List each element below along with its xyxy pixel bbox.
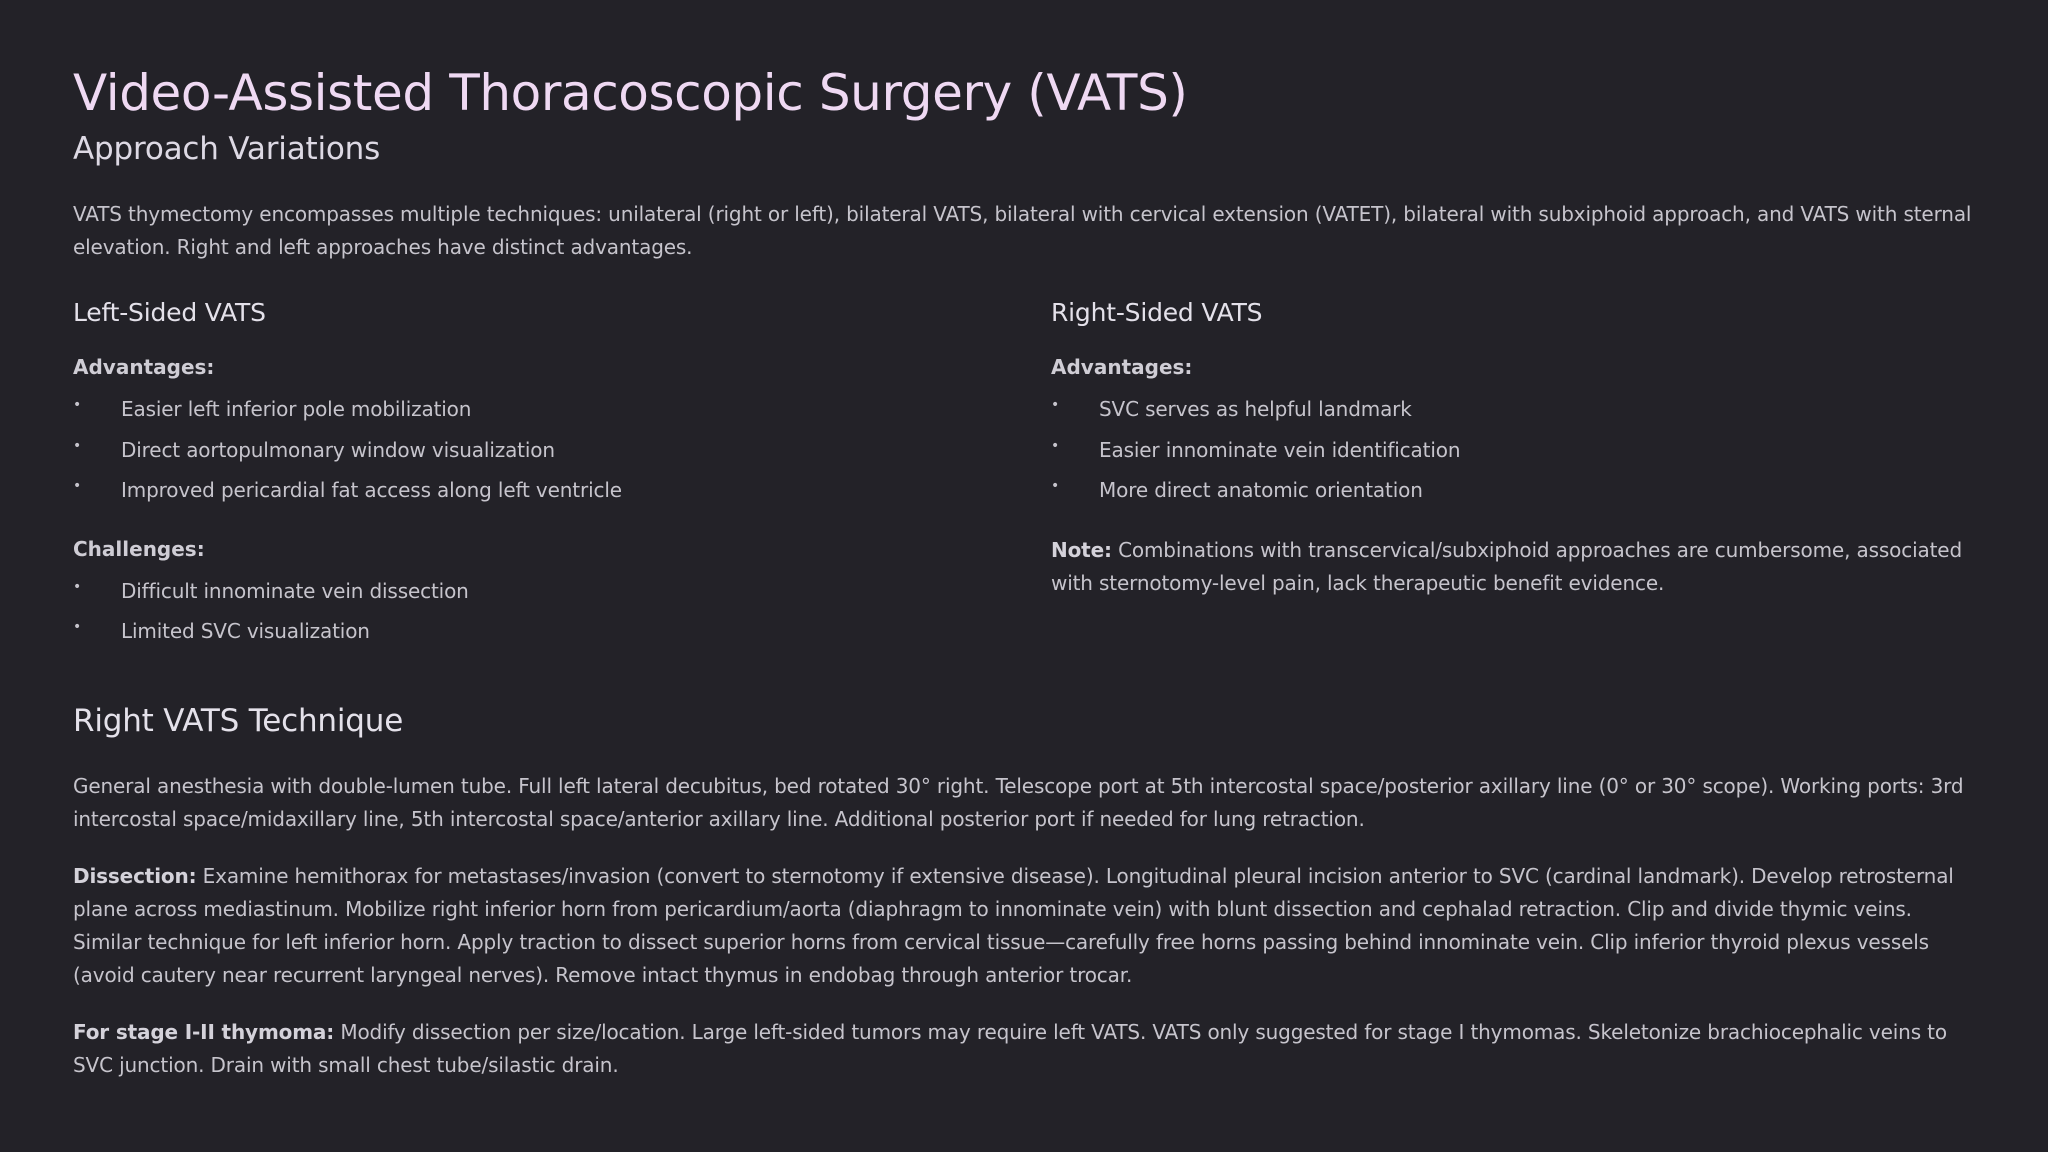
- right-sided-column: [1051, 295, 1971, 600]
- left-challenges-list: [73, 576, 1033, 657]
- bullet-icon: •: [1051, 397, 1060, 413]
- bullet-icon: •: [73, 437, 82, 454]
- right-advantages-list: [1051, 394, 1971, 516]
- bullet-icon: •: [1051, 437, 1060, 454]
- left-advantages-list: [73, 394, 1033, 516]
- right-advantages-label: Advantages:: [1051, 355, 1193, 379]
- technique-setup-paragraph: General anesthesia with double-lumen tube. Full left lateral decubitus, bed rotated 30° right. Telescope port at 5th intercostal space/posterior axillary line (0° or 30° scope). Working ports: 3rd intercostal space/midaxillary line, 5th intercostal space/anterior axillary line. Additional posterior port if needed for lung retraction.: [73, 774, 1964, 831]
- list-item: [1051, 394, 1971, 435]
- page-subtitle: Approach Variations: [73, 131, 381, 167]
- bullet-icon: •: [73, 478, 82, 494]
- list-item-text: SVC serves as helpful landmark: [1099, 397, 1412, 421]
- dissection-label: Dissection:: [73, 864, 197, 888]
- list-item-text: Easier innominate vein identification: [1099, 437, 1461, 462]
- dissection-text: Examine hemithorax for metastases/invasion (convert to sternotomy if extensive disease). Longitudinal pleural incision anterior to SVC (cardinal landmark). Develop retrosternal plane across mediastinum. Mobilize right inferior horn from pericardium/aorta (diaphragm to innominate vein) with blunt dissection and cephalad retraction. Clip and divide thymic veins. Similar technique for left inferior horn. Apply traction to dissect superior horns from cervical tissue—carefully free horns passing behind innominate vein. Clip inferior thyroid plexus vessels (avoid cautery near recurrent laryngeal nerves). Remove intact thymus in endobag through anterior trocar.: [73, 864, 1954, 987]
- list-item: [1051, 435, 1971, 476]
- list-item: [73, 616, 1033, 657]
- right-note: [1051, 534, 1971, 600]
- list-item-text: Easier left inferior pole mobilization: [121, 397, 472, 421]
- left-challenges-label: Challenges:: [73, 536, 205, 561]
- right-sided-title: Right-Sided VATS: [1051, 298, 1263, 327]
- list-item-text: Limited SVC visualization: [121, 619, 370, 643]
- note-label: Note:: [1051, 537, 1112, 562]
- bullet-icon: •: [73, 619, 82, 635]
- slide-content: [73, 58, 1973, 1082]
- list-item-text: More direct anatomic orientation: [1099, 478, 1423, 502]
- left-sided-column: [73, 295, 1033, 657]
- technique-dissection-paragraph: [73, 860, 1973, 992]
- list-item: [73, 435, 1033, 476]
- technique-thymoma-paragraph: [73, 1016, 1973, 1082]
- note-text: Combinations with transcervical/subxiphoid approaches are cumbersome, associated with sternotomy-level pain, lack therapeutic benefit evidence.: [1051, 537, 1962, 595]
- approach-columns: [73, 295, 1973, 700]
- thymoma-text: Modify dissection per size/location. Large left-sided tumors may require left VATS. VATS only suggested for stage I thymomas. Skeletonize brachiocephalic veins to SVC junction. Drain with small chest tube/silastic drain.: [73, 1020, 1947, 1077]
- list-item: [73, 394, 1033, 435]
- bullet-icon: •: [73, 397, 82, 413]
- list-item-text: Direct aortopulmonary window visualization: [121, 437, 555, 462]
- list-item-text: Improved pericardial fat access along left ventricle: [121, 478, 622, 502]
- page-title: Video-Assisted Thoracoscopic Surgery (VATS): [73, 64, 1188, 122]
- technique-title: Right VATS Technique: [73, 703, 404, 739]
- bullet-icon: •: [73, 578, 82, 595]
- list-item-text: Difficult innominate vein dissection: [121, 578, 469, 603]
- thymoma-label: For stage I-II thymoma:: [73, 1020, 335, 1044]
- list-item: [1051, 475, 1971, 516]
- list-item: [73, 475, 1033, 516]
- intro-paragraph: VATS thymectomy encompasses multiple techniques: unilateral (right or left), bilateral VATS, bilateral with cervical extension (VATET), bilateral with subxiphoid approach, and VATS with sternal elevation. Right and left approaches have distinct advantages.: [73, 202, 1972, 259]
- left-sided-title: Left-Sided VATS: [73, 298, 266, 327]
- bullet-icon: •: [1051, 478, 1060, 494]
- list-item: [73, 576, 1033, 617]
- left-advantages-label: Advantages:: [73, 355, 215, 379]
